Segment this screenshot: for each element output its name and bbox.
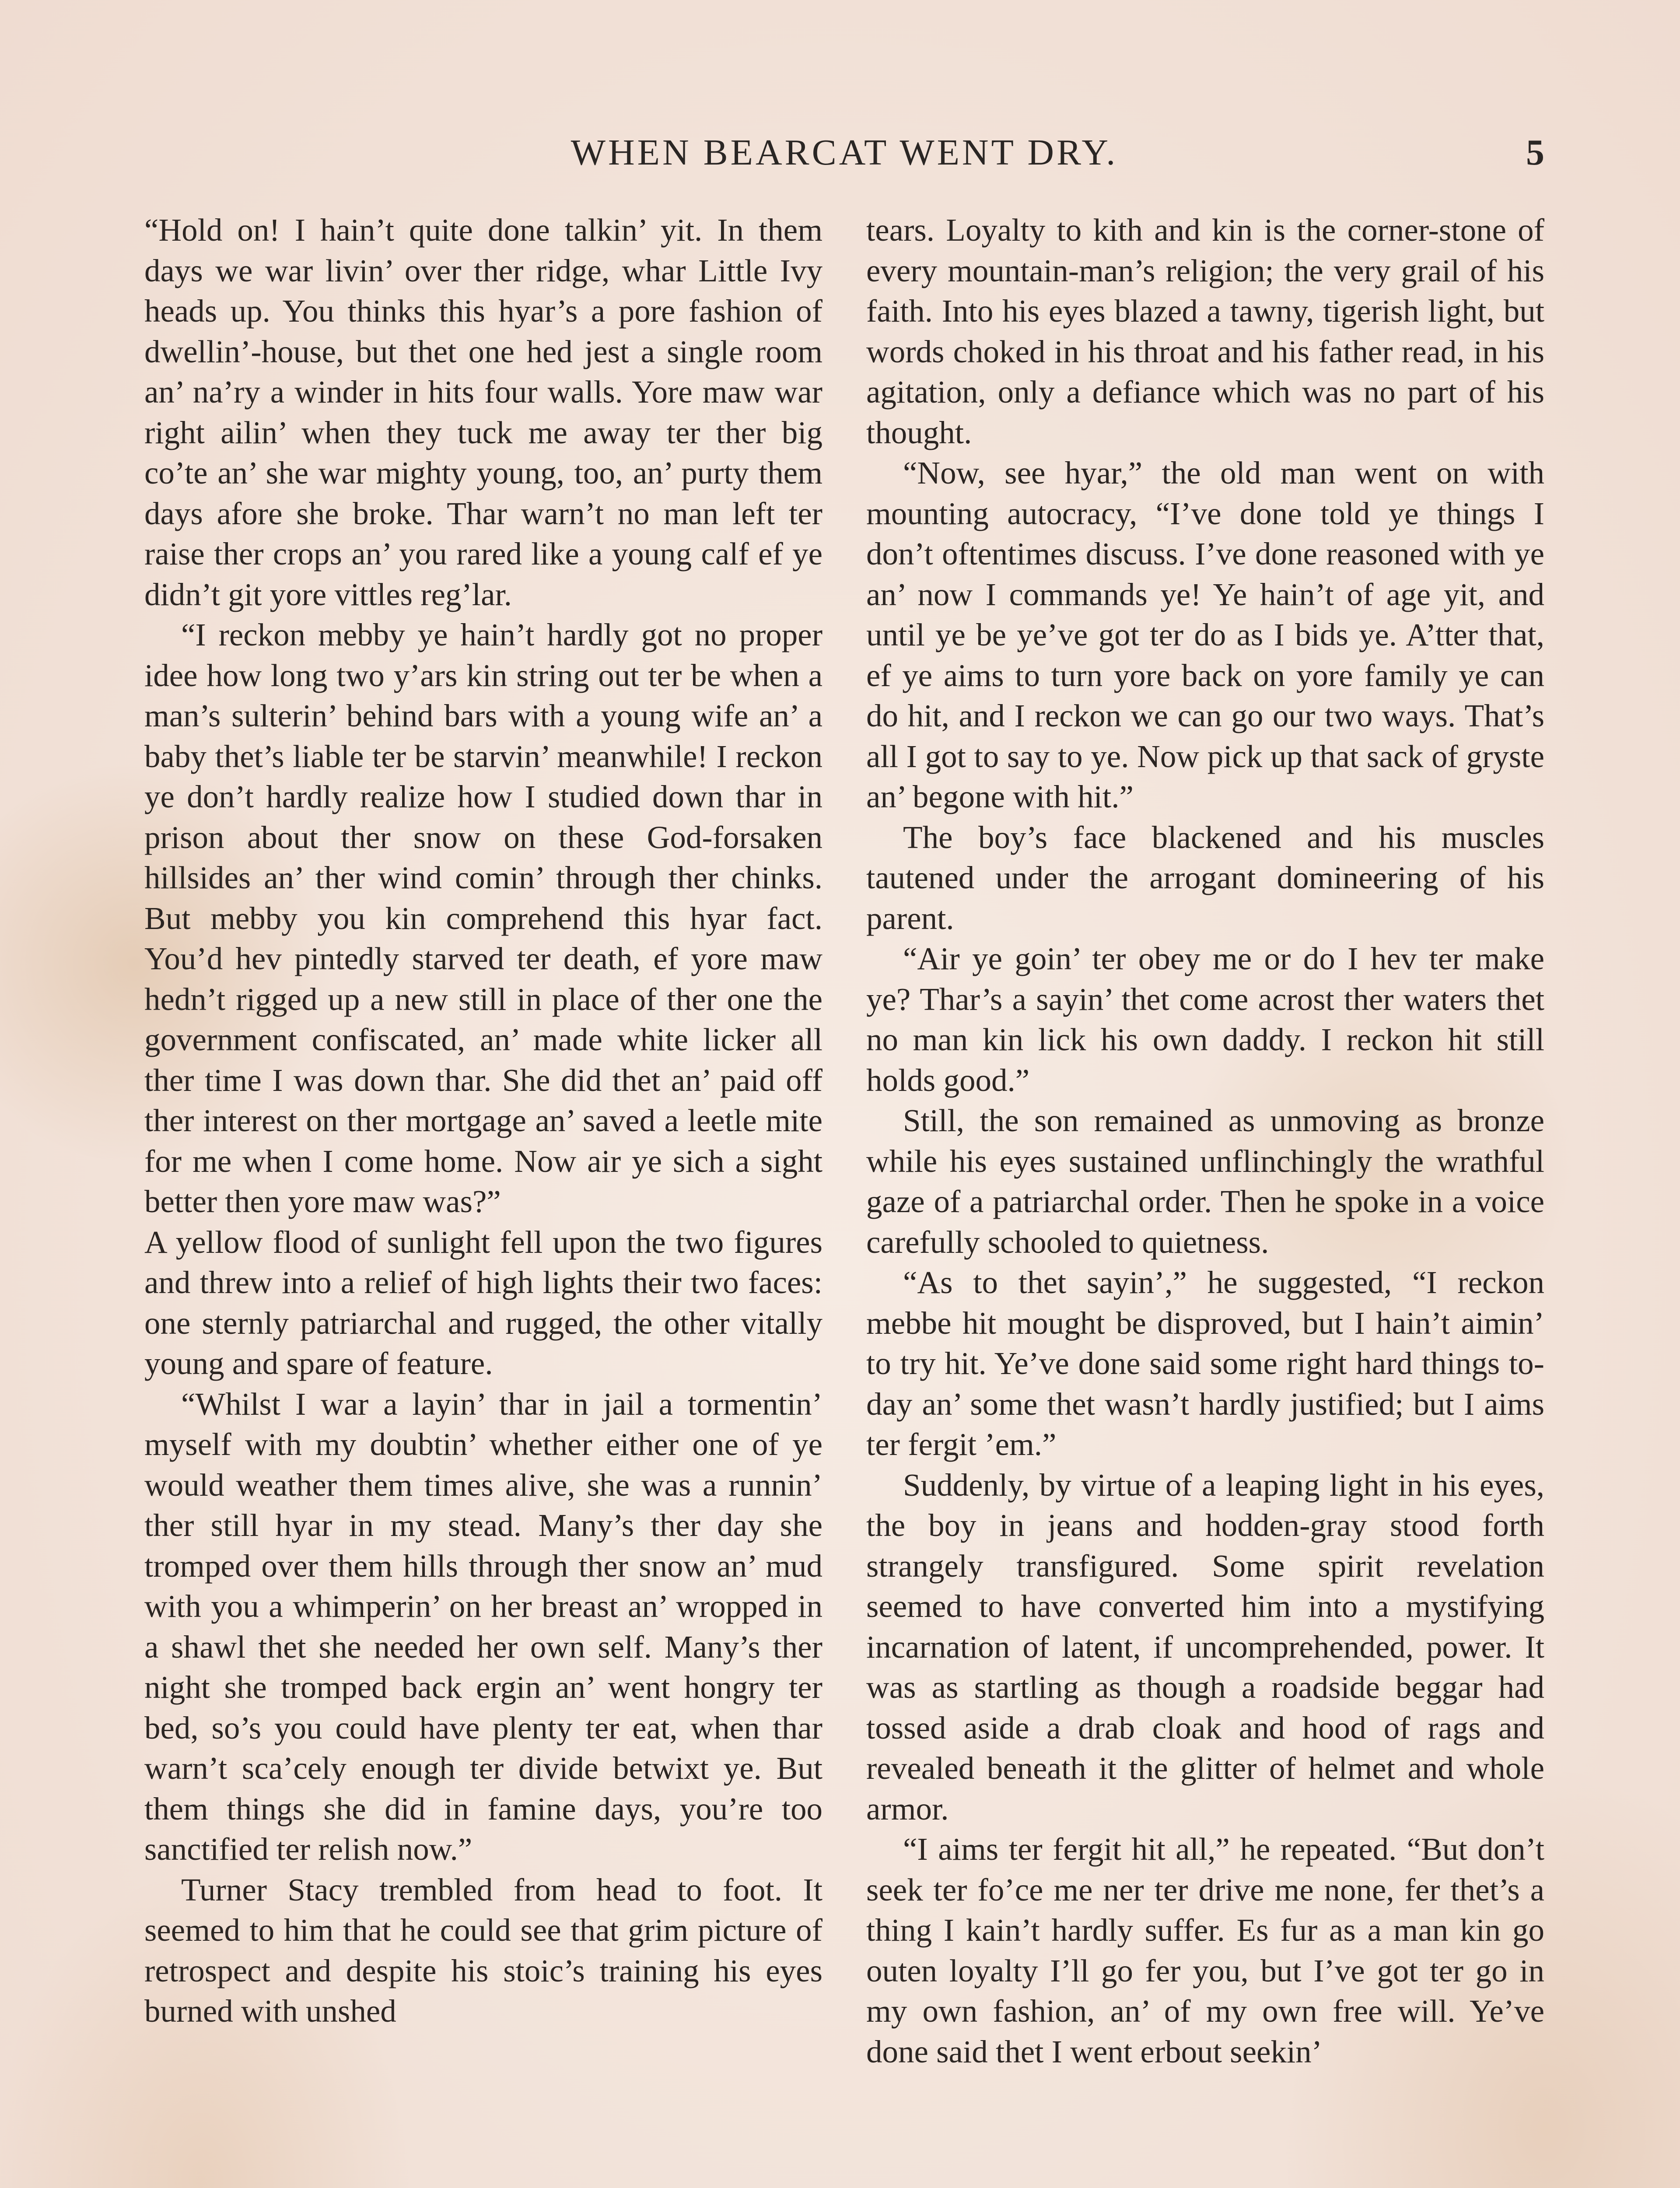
paragraph: tears. Loyalty to kith and kin is the corner-stone of every mountain-man’s religion; the very grail of his faith. Into his eyes blazed a tawny, tigerish light, but words choked in his throat and his father read, in his agitation, only a defiance which was no part of his thought. [866, 212, 1544, 450]
paragraph: “I aims ter fergit hit all,” he repeated. “But don’t seek ter fo’ce me ner ter drive me none, fer thet’s a thing I kain’t hardly suffer. Es fur as a man kin go outen loyalty I’ll go fer you, but I’ve got ter go in my own fashion, an’ of my own free will. Ye’ve done said thet I went erbout seekin’ [866, 1831, 1544, 2069]
paragraph: “Air ye goin’ ter obey me or do I hev ter make ye? Thar’s a sayin’ thet come acrost ther waters thet no man kin lick his own daddy. I reckon hit still holds good.” [866, 941, 1544, 1098]
page-number: 5 [1526, 132, 1544, 173]
right-column [866, 210, 1544, 2188]
paragraph: “Hold on! I hain’t quite done talkin’ yit. In them days we war livin’ over ther ridge, whar Little Ivy heads up. You thinks this hyar’s a pore fashion of dwellin’-house, but thet one hed jest a single room an’ na’ry a winder in hits four walls. Yore maw war right ailin’ when they tuck me away ter ther big co’te an’ she war mighty young, too, an’ purty them days afore she broke. Thar warn’t no man left ter raise ther crops an’ you rared like a young calf ef ye didn’t git yore vittles reg’lar. [144, 212, 822, 612]
paragraph: The boy’s face blackened and his muscles tautened under the arrogant domineering of his parent. [866, 819, 1544, 936]
left-column [144, 210, 822, 2188]
paragraph: Suddenly, by virtue of a leaping light in his eyes, the boy in jeans and hodden-gray stood forth strangely transfigured. Some spirit revelation seemed to have converted him into a mystifying incarnation of latent, if uncomprehended, power. It was as startling as though a roadside beggar had tossed aside a drab cloak and hood of rags and revealed beneath it the glitter of helmet and whole armor. [866, 1467, 1544, 1827]
paragraph: A yellow flood of sunlight fell upon the two figures and threw into a relief of high lights their two faces: one sternly patriarchal and rugged, the other vitally young and spare of feature. [144, 1224, 822, 1381]
paragraph: Turner Stacy trembled from head to foot. It seemed to him that he could see that grim picture of retrospect and despite his stoic’s training his eyes burned with unshed [144, 1872, 822, 2029]
running-title: WHEN BEARCAT WENT DRY. [570, 132, 1118, 173]
paragraph: Still, the son remained as unmoving as bronze while his eyes sustained unflinchingly the wrathful gaze of a patriarchal order. Then he spoke in a voice carefully schooled to quietness. [866, 1103, 1544, 1260]
text-columns [144, 210, 1544, 2188]
paragraph: “As to thet sayin’,” he suggested, “I reckon mebbe hit mought be disproved, but I hain’t aimin’ to try hit. Ye’ve done said some right hard things to-day an’ some thet wasn’t hardly justified; but I aims ter fergit ’em.” [866, 1265, 1544, 1462]
paragraph: “Whilst I war a layin’ thar in jail a tormentin’ myself with my doubtin’ whether either one of ye would weather them times alive, she was a runnin’ ther still hyar in my stead. Many’s ther day she tromped over them hills through ther snow an’ mud with you a whimperin’ on her breast an’ wropped in a shawl thet she needed her own self. Many’s ther night she tromped back ergin an’ went hongry ter bed, so’s you could have plenty ter eat, when thar warn’t sca’cely enough ter divide betwixt ye. But them things she did in famine days, you’re too sanctified ter relish now.” [144, 1386, 822, 1867]
page-header [144, 131, 1544, 184]
paragraph: “I reckon mebby ye hain’t hardly got no proper idee how long two y’ars kin string out ter be when a man’s sulterin’ behind bars with a young wife an’ a baby thet’s liable ter be starvin’ meanwhile! I reckon ye don’t hardly realize how I studied down thar in prison about ther snow on these God-forsaken hillsides an’ ther wind comin’ through ther chinks. But mebby you kin comprehend this hyar fact. You’d hev pintedly starved ter death, ef yore maw hedn’t rigged up a new still in place of ther one the government confiscated, an’ made white licker all ther time I was down thar. She did thet an’ paid off ther interest on ther mortgage an’ saved a leetle mite for me when I come home. Now air ye sich a sight better then yore maw was?” [144, 617, 822, 1219]
paragraph: “Now, see hyar,” the old man went on with mounting autocracy, “I’ve done told ye things I don’t oftentimes discuss. I’ve done reasoned with ye an’ now I commands ye! Ye hain’t of age yit, and until ye be ye’ve got ter do as I bids ye. A’tter that, ef ye aims to turn yore back on yore family ye can do hit, and I reckon we can go our two ways. That’s all I got to say to ye. Now pick up that sack of gryste an’ begone with hit.” [866, 455, 1544, 814]
